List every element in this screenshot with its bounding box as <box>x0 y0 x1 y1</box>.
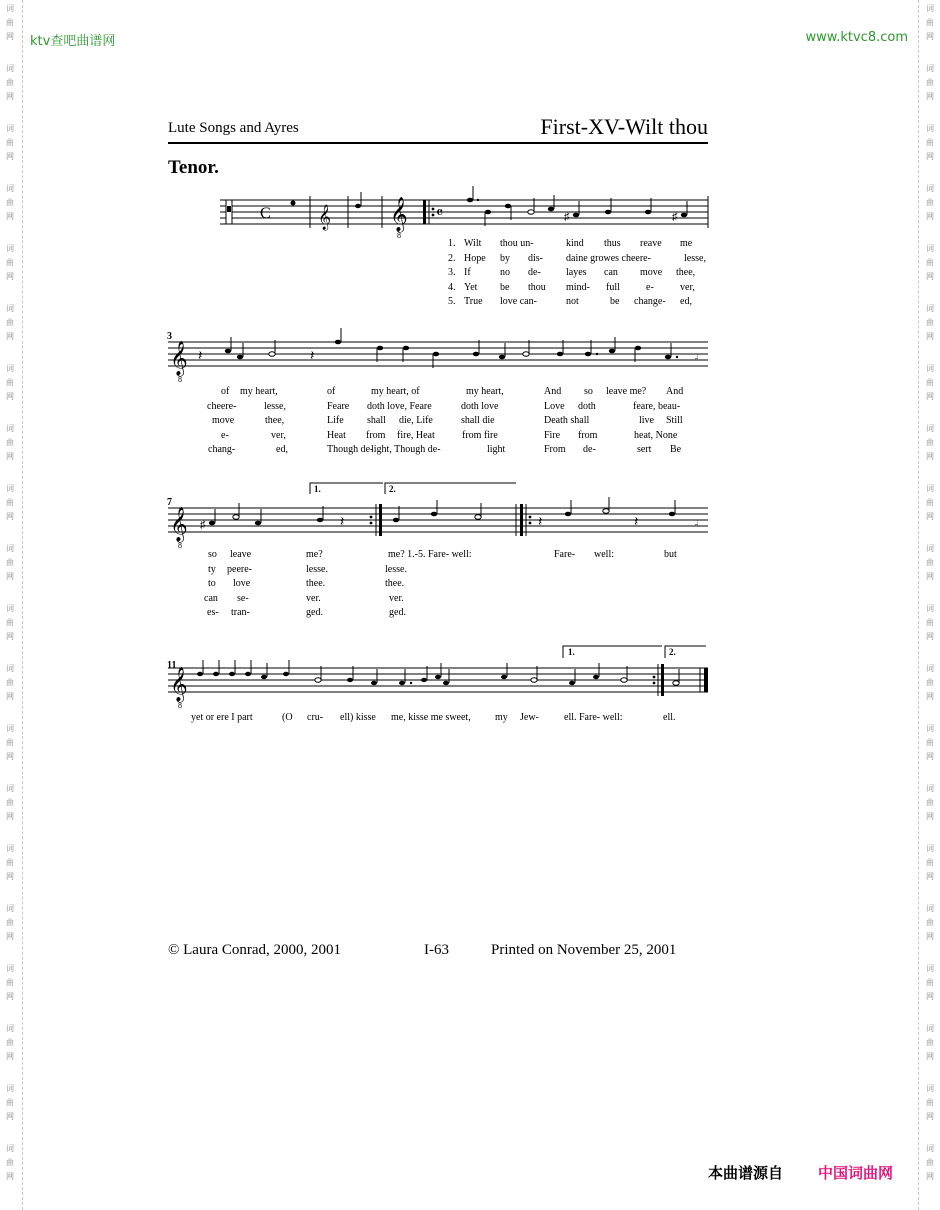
lyric-syllable: not <box>566 296 579 307</box>
watermark-char: 曲 <box>926 678 934 687</box>
lyric-syllable: 2. <box>448 252 456 264</box>
lyric-syllable: Life <box>327 415 344 426</box>
watermark-char: 网 <box>6 632 14 641</box>
watermark-char: 网 <box>6 332 14 341</box>
watermark-char: 词 <box>6 724 14 733</box>
watermark-char: 曲 <box>926 198 934 207</box>
lyric-syllable: from <box>578 429 598 441</box>
watermark-char: 词 <box>6 664 14 673</box>
lyric-syllable: change- <box>634 296 666 307</box>
staff-system-1 <box>160 180 720 250</box>
lyric-syllable: de- <box>528 267 541 278</box>
watermark-char: 曲 <box>926 378 934 387</box>
lyric-syllable: of <box>327 386 336 397</box>
watermark-char: 词 <box>926 424 934 433</box>
watermark-char: 词 <box>6 844 14 853</box>
watermark-char: 词 <box>6 184 14 193</box>
svg-text:𝄽: 𝄽 <box>634 515 639 530</box>
svg-text:♯: ♯ <box>564 211 570 223</box>
treble-clef-icon: 𝄞 <box>170 508 188 541</box>
watermark-char: 曲 <box>6 498 14 507</box>
watermark-char: 词 <box>6 544 14 553</box>
lyric-syllable: feare, beau- <box>633 400 681 412</box>
lyric-syllable: ged. <box>389 607 406 618</box>
watermark-char: 词 <box>6 484 14 493</box>
lyric-syllable: ed, <box>276 444 288 455</box>
lyric-syllable: leave me? <box>606 386 647 397</box>
lyric-syllable: layes <box>566 267 587 278</box>
lyric-syllable: cheere- <box>207 400 237 412</box>
watermark-char: 网 <box>6 692 14 701</box>
lyric-syllable: Feare <box>327 400 350 412</box>
treble-clef-icon: 𝄞 <box>318 204 332 229</box>
lyric-syllable: ty <box>208 563 216 575</box>
lyric-syllable: (O <box>282 712 293 723</box>
lyric-syllable: From <box>544 444 566 455</box>
lyric-syllable: 1. <box>448 238 456 249</box>
song-title: First-XV-Wilt thou <box>540 114 708 139</box>
watermark-char: 曲 <box>926 738 934 747</box>
lyric-syllable: lesse, <box>264 400 286 412</box>
lyric-syllable: ell. <box>663 712 676 723</box>
watermark-char: 网 <box>926 1172 934 1181</box>
lyric-syllable: And <box>666 386 684 397</box>
collection-title: Lute Songs and Ayres <box>168 120 299 136</box>
lyric-syllable: sert <box>637 444 652 455</box>
watermark-char: 曲 <box>6 558 14 567</box>
lyric-syllable: be <box>500 281 510 293</box>
watermark-char: 词 <box>926 4 934 13</box>
watermark-char: 网 <box>6 932 14 941</box>
lyric-syllable: love can- <box>500 296 537 307</box>
lyric-syllable: Though de- <box>327 444 374 455</box>
lyric-syllable: thou <box>528 281 546 293</box>
lyric-syllable: doth love, Feare <box>367 400 432 412</box>
lyric-syllable: can <box>604 267 618 278</box>
measure-number: 7 <box>167 497 172 508</box>
lyric-syllable: 5. <box>448 296 456 307</box>
watermark-char: 网 <box>926 332 934 341</box>
lyric-syllable: so <box>584 386 593 397</box>
lyric-syllable: mind- <box>566 281 590 293</box>
watermark-char: 曲 <box>6 78 14 87</box>
watermark-char: 网 <box>926 92 934 101</box>
watermark-char: 词 <box>6 124 14 133</box>
treble-clef-icon: 𝄞 <box>170 342 188 375</box>
watermark-char: 词 <box>6 964 14 973</box>
watermark-char: 曲 <box>926 438 934 447</box>
svg-text:𝄽: 𝄽 <box>310 349 315 364</box>
watermark-char: 网 <box>6 752 14 761</box>
lyric-syllable: of <box>221 386 230 397</box>
ending-2: 2. <box>669 647 676 657</box>
watermark-char: 曲 <box>6 678 14 687</box>
watermark-char: 曲 <box>6 1158 14 1167</box>
lyric-syllable: daine growes cheere- <box>566 252 651 264</box>
lyric-syllable: If <box>464 267 471 278</box>
lyric-syllable: be <box>610 296 620 307</box>
watermark-char: 曲 <box>6 138 14 147</box>
lyric-syllable: ver. <box>306 592 321 604</box>
watermark-char: 网 <box>926 452 934 461</box>
watermark-char: 曲 <box>6 318 14 327</box>
notes-system-3 <box>200 497 675 536</box>
lyric-syllable: can <box>204 592 218 604</box>
watermark-char: 网 <box>926 1052 934 1061</box>
lyric-syllable: but <box>664 549 677 560</box>
lyric-syllable: kind <box>566 238 584 249</box>
lyric-syllable: shall die <box>461 415 495 426</box>
source-site-link[interactable]: 中国词曲网 <box>818 1164 894 1182</box>
watermark-char: 词 <box>926 724 934 733</box>
watermark-char: 网 <box>926 152 934 161</box>
watermark-char: 网 <box>6 1052 14 1061</box>
lyric-syllable: thee. <box>306 578 326 589</box>
watermark-char: 网 <box>926 1112 934 1121</box>
watermark-char: 词 <box>926 664 934 673</box>
watermark-char: 词 <box>6 244 14 253</box>
watermark-char: 曲 <box>926 138 934 147</box>
page-number: I-63 <box>424 942 449 958</box>
ending-1: 1. <box>314 484 321 494</box>
notes-system-4 <box>197 660 708 696</box>
watermark-char: 曲 <box>926 978 934 987</box>
watermark-char: 词 <box>6 64 14 73</box>
watermark-char: 网 <box>926 752 934 761</box>
svg-text:𝄽: 𝄽 <box>340 515 345 530</box>
print-date: Printed on November 25, 2001 <box>491 942 677 958</box>
watermark-char: 词 <box>6 904 14 913</box>
lyric-syllable: my heart, <box>466 386 504 397</box>
watermark-char: 词 <box>926 244 934 253</box>
lyric-syllable: light, Though de- <box>371 444 441 455</box>
lyric-syllable: well: <box>594 549 614 560</box>
lyric-syllable: Jew- <box>520 712 539 723</box>
watermark-char: 曲 <box>6 798 14 807</box>
watermark-char: 曲 <box>926 78 934 87</box>
lyric-syllable: Fire <box>544 429 561 441</box>
watermark-char: 网 <box>6 32 14 41</box>
lyric-syllable: leave <box>230 549 252 560</box>
lyric-syllable: me? <box>306 549 323 560</box>
lyric-syllable: heat, None <box>634 429 678 441</box>
watermark-char: 词 <box>6 424 14 433</box>
watermark-char: 词 <box>926 124 934 133</box>
watermark-char: 网 <box>6 572 14 581</box>
ending-1: 1. <box>568 647 575 657</box>
lyric-syllable: e- <box>221 429 229 441</box>
lyric-syllable: my heart, of <box>371 386 420 397</box>
lyric-syllable: doth love <box>461 400 499 412</box>
measure-number: 11 <box>167 660 177 671</box>
lyric-syllable: no <box>500 267 510 278</box>
copyright: © Laura Conrad, 2000, 2001 <box>168 942 342 958</box>
lyric-syllable: full <box>606 281 620 293</box>
watermark-char: 网 <box>926 212 934 221</box>
watermark-char: 曲 <box>926 18 934 27</box>
watermark-char: 曲 <box>6 258 14 267</box>
watermark-char: 网 <box>6 152 14 161</box>
watermark-char: 曲 <box>6 738 14 747</box>
watermark-char: 网 <box>6 872 14 881</box>
lyric-syllable: so <box>208 549 217 560</box>
treble-clef-icon: 𝄞 <box>170 668 188 701</box>
watermark-char: 曲 <box>926 558 934 567</box>
watermark-char: 词 <box>926 364 934 373</box>
watermark-char: 曲 <box>926 798 934 807</box>
svg-text:8: 8 <box>178 375 182 384</box>
lyric-syllable: 4. <box>448 281 456 293</box>
lyric-syllable: ged. <box>306 607 323 618</box>
watermark-char: 网 <box>926 272 934 281</box>
lyric-syllable: thee, <box>676 267 696 278</box>
watermark-char: 曲 <box>6 1098 14 1107</box>
watermark-char: 词 <box>6 304 14 313</box>
meter-c-2: 𝄴 <box>436 205 444 222</box>
lyric-syllable: Hope <box>464 252 486 264</box>
watermark-char: 网 <box>926 392 934 401</box>
lyric-syllable: Wilt <box>464 238 482 249</box>
watermark-char: 词 <box>926 184 934 193</box>
lyric-syllable: chang- <box>208 444 236 455</box>
source-prefix: 本曲谱源自 <box>708 1164 784 1182</box>
lyric-syllable: e- <box>646 281 654 293</box>
lyric-syllable: ed, <box>680 296 692 307</box>
watermark-char: 曲 <box>926 318 934 327</box>
watermark-char: 曲 <box>926 1098 934 1107</box>
lyric-syllable: live <box>639 415 654 426</box>
lyric-syllable: And <box>544 386 562 397</box>
watermark-char: 网 <box>6 392 14 401</box>
watermark-char: 网 <box>926 872 934 881</box>
lyric-syllable: dis- <box>528 252 543 264</box>
watermark-char: 词 <box>6 1084 14 1093</box>
svg-text:♯: ♯ <box>200 519 206 531</box>
watermark-char: 网 <box>926 512 934 521</box>
watermark-char: 词 <box>926 1144 934 1153</box>
lyric-syllable: yet or ere I part <box>191 712 253 723</box>
lyric-syllable: shall <box>367 415 386 426</box>
lyric-syllable: ell) kisse <box>340 712 376 723</box>
site-name-left[interactable]: ktv查吧曲谱网 <box>30 34 116 49</box>
watermark-char: 网 <box>926 692 934 701</box>
watermark-char: 网 <box>6 212 14 221</box>
watermark-char: 曲 <box>926 618 934 627</box>
watermark-char: 网 <box>6 992 14 1001</box>
lyric-syllable: Death shall <box>544 415 590 426</box>
lyric-syllable: Still <box>666 415 683 426</box>
lyric-syllable: ver, <box>271 429 286 441</box>
svg-text:8: 8 <box>397 231 401 240</box>
note <box>355 204 361 208</box>
ending-2: 2. <box>389 484 396 494</box>
lyric-syllable: Yet <box>464 281 478 293</box>
lyric-syllable: tran- <box>231 607 250 618</box>
watermark-char: 词 <box>6 1024 14 1033</box>
watermark-char: 词 <box>926 304 934 313</box>
lyric-syllable: Love <box>544 400 565 412</box>
header-rule <box>168 142 708 144</box>
watermark-char: 网 <box>6 512 14 521</box>
watermark-char: 词 <box>6 604 14 613</box>
lyric-syllable: es- <box>207 607 219 618</box>
watermark-char: 词 <box>926 784 934 793</box>
watermark-char: 网 <box>6 1112 14 1121</box>
lyric-syllable: Fare- <box>554 549 576 560</box>
svg-text:𝄽: 𝄽 <box>538 515 543 530</box>
lyric-syllable: from fire <box>462 429 498 441</box>
staff-system-2 <box>160 322 720 392</box>
lyric-syllable: doth <box>578 400 596 412</box>
watermark-char: 曲 <box>926 258 934 267</box>
watermark-char: 词 <box>926 904 934 913</box>
watermark-char: 词 <box>926 1024 934 1033</box>
lyric-syllable: by <box>500 252 510 264</box>
lyric-syllable: ver, <box>680 281 695 293</box>
lyric-syllable: my <box>495 712 508 723</box>
lyric-syllable: cru- <box>307 712 324 723</box>
watermark-char: 词 <box>926 1084 934 1093</box>
lyric-syllable: lesse. <box>306 563 328 575</box>
lyric-syllable: de- <box>583 444 596 455</box>
watermark-char: 曲 <box>926 858 934 867</box>
svg-text:𝄽: 𝄽 <box>198 349 203 364</box>
lyric-syllable: love <box>233 578 251 589</box>
svg-text:8: 8 <box>178 701 182 710</box>
watermark-char: 曲 <box>926 498 934 507</box>
watermark-char: 词 <box>6 4 14 13</box>
lyric-syllable: my heart, <box>240 386 278 397</box>
treble-clef-icon-8vb: 𝄞 <box>390 198 408 231</box>
svg-text:𝆷: 𝆷 <box>695 518 699 528</box>
lyric-syllable: lesse. <box>385 563 407 575</box>
watermark-char: 曲 <box>6 978 14 987</box>
lyric-syllable: thou un- <box>500 238 534 249</box>
lyric-syllable: ver. <box>389 592 404 604</box>
watermark-char: 网 <box>6 92 14 101</box>
lyric-syllable: thee, <box>265 415 285 426</box>
watermark-char: 曲 <box>6 18 14 27</box>
watermark-char: 曲 <box>6 378 14 387</box>
watermark-char: 曲 <box>6 858 14 867</box>
watermark-char: 词 <box>926 604 934 613</box>
custos-mark: 𝆷 <box>695 352 699 362</box>
watermark-char: 曲 <box>6 1038 14 1047</box>
lyric-syllable: move <box>212 415 235 426</box>
watermark-char: 网 <box>926 992 934 1001</box>
watermark-char: 词 <box>6 784 14 793</box>
lyric-syllable: ell. Fare- well: <box>564 712 623 723</box>
repeat-start-bar <box>423 200 426 224</box>
watermark-char: 词 <box>926 484 934 493</box>
watermark-char: 词 <box>6 364 14 373</box>
lyric-syllable: se- <box>237 592 249 604</box>
lyric-syllable: reave <box>640 238 662 249</box>
watermark-char: 词 <box>926 964 934 973</box>
lyric-syllable: to <box>208 578 216 589</box>
lyric-syllable: me, kisse me sweet, <box>391 712 471 723</box>
watermark-char: 曲 <box>6 918 14 927</box>
svg-text:8: 8 <box>178 541 182 550</box>
watermark-char: 网 <box>926 32 934 41</box>
svg-text:♯: ♯ <box>672 211 678 223</box>
watermark-char: 词 <box>926 64 934 73</box>
meter-c: C <box>260 205 271 222</box>
watermark-char: 曲 <box>6 438 14 447</box>
lyric-syllable: move <box>640 267 663 278</box>
watermark-char: 网 <box>926 572 934 581</box>
lyric-syllable: from <box>366 429 386 441</box>
watermark-char: 词 <box>926 544 934 553</box>
watermark-char: 曲 <box>926 1158 934 1167</box>
watermark-char: 曲 <box>926 1038 934 1047</box>
watermark-char: 网 <box>6 452 14 461</box>
watermark-char: 词 <box>6 1144 14 1153</box>
lyric-syllable: thee. <box>385 578 405 589</box>
site-url-right[interactable]: www.ktvc8.com <box>805 30 908 45</box>
note <box>291 201 296 206</box>
lyric-syllable: Be <box>670 444 682 455</box>
watermark-char: 网 <box>926 812 934 821</box>
lyric-syllable: True <box>464 296 483 307</box>
lyric-syllable: me? 1.-5. Fare- well: <box>388 549 472 560</box>
watermark-char: 网 <box>6 812 14 821</box>
watermark-char: 网 <box>926 932 934 941</box>
staff-system-3 <box>160 478 720 558</box>
staff-system-4 <box>160 640 720 710</box>
lyric-syllable: thus <box>604 238 621 249</box>
voice-label: Tenor. <box>168 157 219 178</box>
lyric-syllable: light <box>487 444 506 455</box>
lyric-syllable: lesse, <box>684 252 706 264</box>
watermark-char: 网 <box>6 272 14 281</box>
lyric-syllable: fire, Heat <box>397 429 435 441</box>
lyric-syllable: 3. <box>448 267 456 278</box>
lyric-syllable: me <box>680 238 693 249</box>
lyric-syllable: peere- <box>227 563 252 575</box>
watermark-char: 词 <box>926 844 934 853</box>
watermark-char: 曲 <box>6 618 14 627</box>
lyric-syllable: die, Life <box>399 415 433 426</box>
watermark-char: 网 <box>6 1172 14 1181</box>
watermark-char: 网 <box>926 632 934 641</box>
watermark-char: 曲 <box>926 918 934 927</box>
watermark-char: 曲 <box>6 198 14 207</box>
lyric-syllable: Heat <box>327 429 346 441</box>
measure-number: 3 <box>167 331 172 342</box>
